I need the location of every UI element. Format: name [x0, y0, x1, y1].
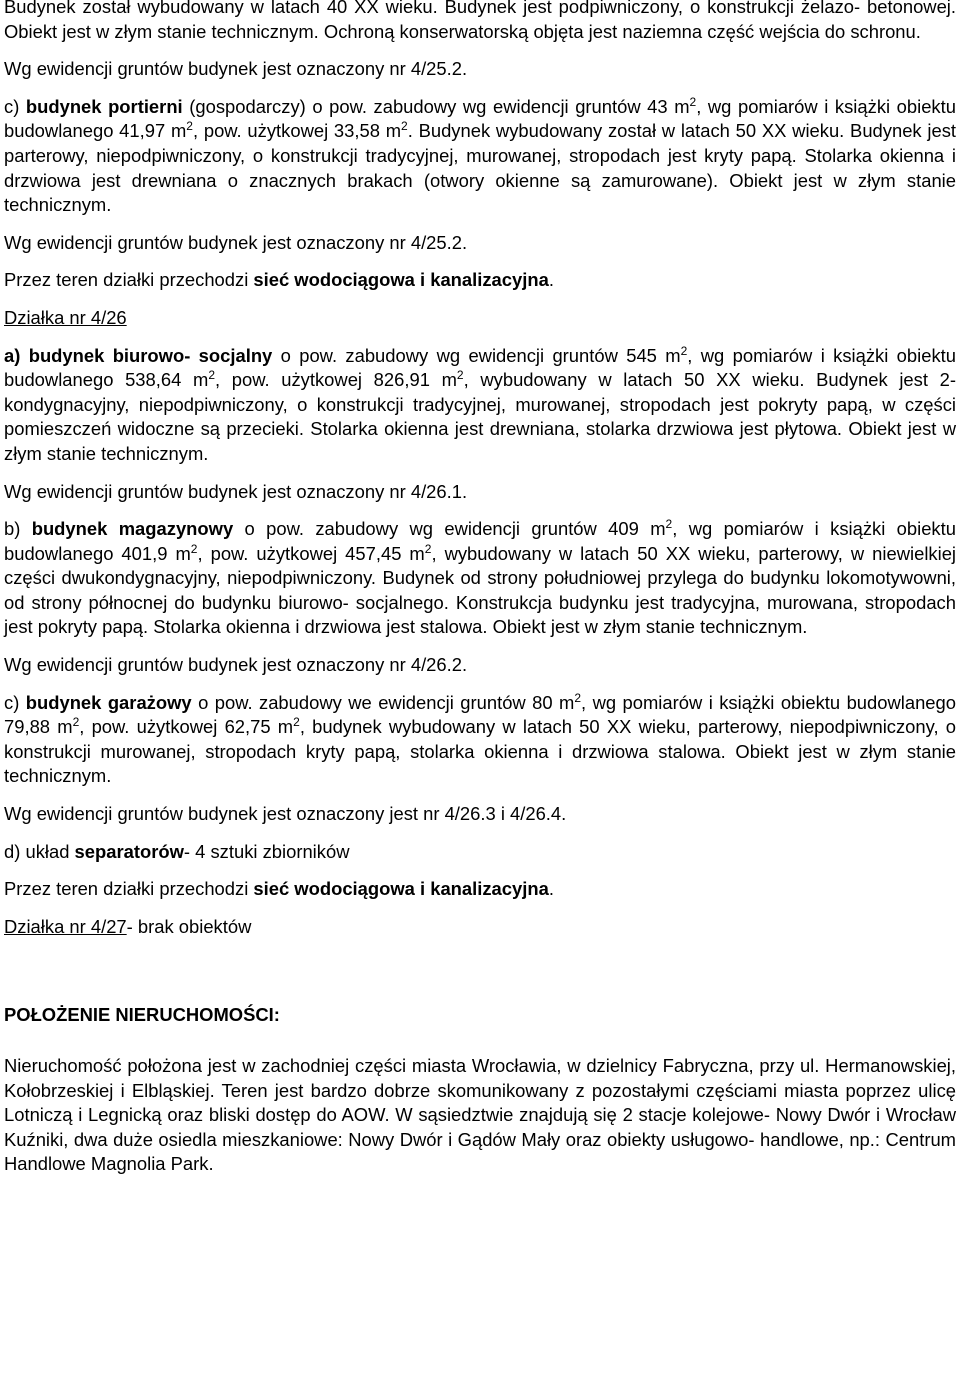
paragraph-registry-4-26-2: Wg ewidencji gruntów budynek jest oznaczony nr 4/26.2. — [4, 654, 468, 676]
gatehouse-building-name: budynek portierni — [25, 95, 183, 117]
paragraph-registry-4-26-3-4: Wg ewidencji gruntów budynek jest oznaczony jest nr 4/26.3 i 4/26.4. — [4, 803, 567, 825]
utilities-network-label: sieć wodociągowa i kanalizacyjna — [253, 269, 549, 291]
paragraph-shelter-building: Budynek został wybudowany w latach 40 XX wieku. Budynek jest podpiwniczony, o konstrukcji żelazo- betonowej. Obiekt jest w złym stanie technicznym. Ochroną konserwatorską objęta jest naziemna część wejścia do schronu. — [4, 0, 956, 42]
paragraph-property-location: Nieruchomość położona jest w zachodniej części miasta Wrocławia, w dzielnicy Fabryczna, przy ul. Hermanowskiej, Kołobrzeskiej i Elbląskiej. Teren jest bardzo dobrze skomunikowany z pozostałymi częściami miasta poprzez ulicę Lotniczą i Legnicką oraz bliski dostęp do AOW. W sąsiedztwie znajdują się 2 stacje kolejowe- Nowy Dwór i Wrocław Kuźniki, dwa duże osiedla mieszkaniowe: Nowy Dwór i Gądów Mały oraz obiekty usługowo- handlowe, np.: Centrum Handlowe Magnolia Park. — [4, 1055, 956, 1175]
paragraph-utilities-plot-4-25: Przez teren działki przechodzi sieć wodociągowa i kanalizacyjna. — [4, 269, 554, 291]
paragraph-warehouse-building: b) budynek magazynowy o pow. zabudowy wg ewidencji gruntów 409 $m^2$, wg pomiarów i książki obiektu budowlanego 401,9 $m^2$, pow. użytkowej 457,45 $m^2$, wybudowany w latach 50 XX wieku, parterowy, w niewielkiej części dwukondygnacyjny, niepodpiwniczony. Budynek od strony południowej przylega do budynku lokomotywowni, od strony północnej do budynku biurowo- socjalnego. Konstrukcja budynku jest tradycyjna, murowana, stropodach jest pokryty papą. Stolarka okienna i drzwiowa jest stalowa. Obiekt jest w złym stanie technicznym. — [4, 516, 957, 638]
paragraph-office-building: a) budynek biurowo- socjalny o pow. zabudowy wg ewidencji gruntów 545 $m^2$, wg pomiarów i książki obiektu budowlanego 538,64 $m^2$, pow. użytkowej 826,91 $m^2$, wybudowany w latach 50 XX wieku. Budynek jest 2- kondygnacyjny, niepodpiwniczony, o konstrukcji tradycyjnej, murowanej, stropodach jest pokryty papą, w części pomieszczeń widoczne są przecieki. Stolarka okienna jest drewniana, stolarka drzwiowa jest płytowa. Obiekt jest w złym stanie technicznym. — [4, 343, 956, 464]
paragraph-separators: d) układ separatorów- 4 sztuki zbiorników — [4, 840, 350, 862]
heading-property-location: POŁOŻENIE NIERUCHOMOŚCI: — [4, 1004, 280, 1026]
utilities-network-label-second: sieć wodociągowa i kanalizacyjna — [253, 878, 549, 900]
paragraph-gatehouse-building: c) budynek portierni (gospodarczy) o pow. zabudowy wg ewidencji gruntów 43 $m^2$, wg pomiarów i książki obiektu budowlanego 41,97 $m^2$, pow. użytkowej 33,58 $m^2$. Budynek wybudowany został w latach 50 XX wieku. Budynek jest parterowy, niepodpiwniczony, o konstrukcji tradycyjnej, murowanej, stropodach jest kryty papą. Stolarka okienna i drzwiowa jest drewniana o znacznych brakach (otwory okienne są zamurowane). Obiekt jest w złym stanie technicznym. — [4, 94, 956, 216]
separators-label: separatorów — [74, 840, 184, 862]
heading-plot-4-26: Działka nr 4/26 — [4, 306, 127, 328]
heading-plot-4-27: Działka nr 4/27- brak obiektów — [4, 915, 252, 937]
paragraph-registry-4-26-1: Wg ewidencji gruntów budynek jest oznaczony nr 4/26.1. — [4, 480, 468, 502]
paragraph-registry-4-25-2-second: Wg ewidencji gruntów budynek jest oznaczony nr 4/25.2. — [4, 231, 468, 253]
paragraph-garage-building: c) budynek garażowy o pow. zabudowy we ewidencji gruntów 80 $m^2$, wg pomiarów i książki obiektu budowlanego 79,88 $m^2$, pow. użytkowej 62,75 $m^2$, budynek wybudowany w latach 50 XX wieku, parterowy, niepodpiwniczony, o konstrukcji murowanej, stropodach kryty papą, stolarka okienna i drzwiowa stalowa. Obiekt jest w złym stanie technicznym. — [4, 690, 957, 787]
warehouse-building-name: budynek magazynowy — [31, 518, 234, 540]
garage-building-name: budynek garażowy — [25, 691, 192, 713]
paragraph-registry-4-25-2: Wg ewidencji gruntów budynek jest oznaczony nr 4/25.2. — [4, 58, 468, 80]
office-building-name: budynek biurowo- socjalny — [28, 344, 273, 366]
paragraph-utilities-plot-4-26: Przez teren działki przechodzi sieć wodociągowa i kanalizacyjna. — [4, 878, 554, 900]
